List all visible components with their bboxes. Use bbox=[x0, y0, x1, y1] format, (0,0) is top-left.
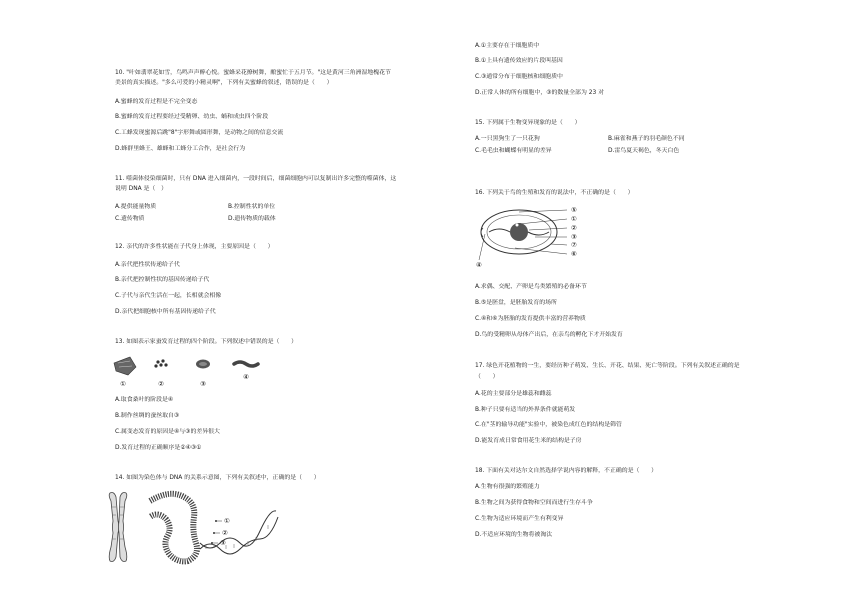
q17-option-c: C.在"茎的输导功能"实验中，被染色成红色的结构是筛管 bbox=[475, 422, 622, 428]
q11-stem-line2: 说明 DNA 是（ ） bbox=[115, 186, 168, 192]
fig16-label-4: ④ bbox=[476, 261, 482, 268]
dna-helix-drawing bbox=[200, 511, 278, 554]
fig16-label-5: ⑤ bbox=[571, 206, 577, 214]
fig16-label-6: ⑥ bbox=[571, 250, 577, 258]
q11-stem-line1: 11. 噬菌体侵染细菌时，只有 DNA 进入细菌内，一段时间后，细菌细胞内可以复制出许多完整的噬菌体，这 bbox=[115, 176, 397, 182]
q12-option-a: A.亲代把性状传递给子代 bbox=[115, 262, 180, 268]
fig13-label-2: ② bbox=[158, 380, 164, 388]
q11-option-a: A.提供能量物质 bbox=[115, 204, 157, 210]
q18-option-d: D.不适应环境的生物将被淘汰 bbox=[475, 532, 553, 538]
q11-option-c: C.遗传物质 bbox=[115, 216, 145, 222]
fig16-label-7: ⑦ bbox=[571, 241, 577, 249]
q14-option-c: C.③通常分布于细胞核和细胞质中 bbox=[475, 74, 563, 80]
q12-option-d: D.亲代把细胞核中所有基因传递给子代 bbox=[115, 309, 216, 315]
q17-option-d: D.能发育成日常食用花生米的结构是子房 bbox=[475, 438, 582, 444]
q14-stem: 14. 如图为染色体与 DNA 的关系示意图，下列有关叙述中，正确的是（ ） bbox=[115, 475, 320, 481]
bird-egg-structure-figure bbox=[475, 204, 585, 268]
cocoon-drawing bbox=[196, 360, 210, 369]
q16-option-a: A.求偶、交配、产卵是鸟类繁殖的必备环节 bbox=[475, 284, 587, 290]
fig16-label-1: ① bbox=[571, 215, 577, 223]
q15-option-a: A.一只黑狗生了一只花狗 bbox=[475, 136, 540, 142]
q10-option-b: B.蜜蜂的发育过程要经过受精卵、幼虫、蛹和成虫四个阶段 bbox=[115, 114, 269, 120]
fig13-label-3: ③ bbox=[200, 380, 206, 388]
q15-option-c: C.毛毛虫和蝴蝶有明显的差异 bbox=[475, 148, 552, 154]
q11-option-b: B.控制性状的单位 bbox=[228, 204, 276, 210]
q18-stem: 18. 下面有关对达尔文自然选择学说内容的解释，不正确的是（ ） bbox=[475, 468, 658, 474]
q13-option-c: C.属变态发育的原因是④与③的差异很大 bbox=[115, 429, 220, 435]
q10-option-c: C.工蜂发现蜜源后跳"8"字形舞或圆形舞，是动物之间的信息交流 bbox=[115, 130, 284, 136]
q10-option-d: D.蜂群里蜂王、雄蜂和工蜂分工合作，是社会行为 bbox=[115, 146, 246, 152]
fig14-label-2: ② bbox=[222, 529, 228, 537]
q15-option-b: B.麻雀和燕子的羽毛颜色不同 bbox=[608, 136, 685, 142]
fig14-label-1: ① bbox=[224, 517, 230, 525]
q14-option-d: D.正常人体的所有细胞中，③的数量全部为 23 对 bbox=[475, 90, 604, 96]
coiled-chromatin-drawing bbox=[150, 494, 197, 562]
q13-option-d: D.发育过程的正确顺序是②④③① bbox=[115, 445, 202, 451]
q13-option-b: B.制作丝绸的蚕丝取自③ bbox=[115, 413, 180, 419]
q18-option-b: B.生物之间为获得食物和空间而进行生存斗争 bbox=[475, 500, 593, 506]
q10-stem-line1: 10. "叶如翡翠花如雪，鸟鸣声声醉心悦。蜜蜂采花撩树舞，酿蜜忙于五月节。"这是黄河三角洲湿地槐花节 bbox=[115, 70, 391, 76]
q16-option-d: D.鸟的受精卵从母体产出后，在亲鸟的孵化下才开始发育 bbox=[475, 332, 623, 338]
fig13-label-4: ④ bbox=[243, 373, 249, 381]
q12-option-c: C.子代与亲代生活在一起，长相就会相像 bbox=[115, 293, 222, 299]
q17-stem-line2: （ ） bbox=[475, 374, 499, 380]
larva-drawing bbox=[234, 362, 258, 366]
q12-stem: 12. 亲代的许多性状能在子代身上体现，主要原因是（ ） bbox=[115, 244, 274, 250]
q10-option-a: A.蜜蜂的发育过程是不完全变态 bbox=[115, 99, 198, 105]
fig16-label-3: ③ bbox=[571, 233, 577, 241]
moth-drawing bbox=[114, 357, 136, 375]
egg-drawing bbox=[481, 210, 557, 254]
q13-option-a: A.取食桑叶的阶段是④ bbox=[115, 397, 174, 403]
q14-option-a: A.①主要存在于细胞质中 bbox=[475, 43, 540, 49]
q10-stem-line2: 美景的真实描述。"多么可爱的小精灵啊"，下列有关蜜蜂的叙述，错误的是（ ） bbox=[115, 80, 333, 86]
q17-option-a: A.花的主要部分是雄蕊和雌蕊 bbox=[475, 391, 552, 397]
fig16-label-2: ② bbox=[571, 224, 577, 232]
q18-option-a: A.生物有很强的繁殖能力 bbox=[475, 484, 540, 490]
q12-option-b: B.亲代把控制性状的基因传递给子代 bbox=[115, 277, 210, 283]
q15-stem: 15. 下列属于生物变异现象的是（ ） bbox=[475, 120, 581, 126]
fig14-label-3: ③ bbox=[220, 539, 226, 547]
q11-option-d: D.遗传物质的载体 bbox=[228, 216, 276, 222]
eggs-drawing bbox=[154, 359, 167, 367]
silkworm-stages-figure bbox=[110, 353, 260, 389]
q16-option-c: C.④和⑥为胚胎的发育提供丰富的营养物质 bbox=[475, 316, 586, 322]
chromosome-dna-figure bbox=[100, 487, 280, 567]
fig13-label-1: ① bbox=[120, 380, 126, 388]
q16-option-b: B.⑤是胚盘，是胚胎发育的场所 bbox=[475, 300, 557, 306]
q17-option-b: B.种子只要有适当的外界条件就能萌发 bbox=[475, 407, 576, 413]
q16-stem: 16. 下列关于鸟的生殖和发育的说法中，不正确的是（ ） bbox=[475, 190, 634, 196]
q17-stem-line1: 17. 绿色开花植物的一生，要经历种子萌发、生长、开花、结果、死亡等阶段。下列有关叙述正确的是 bbox=[475, 363, 740, 369]
chromosome-drawing bbox=[109, 493, 127, 562]
q13-stem: 13. 如图表示家蚕发育过程的四个阶段。下列叙述中错误的是（ ） bbox=[115, 339, 298, 345]
q14-option-b: B.①上具有遗传效应的片段叫基因 bbox=[475, 58, 563, 64]
q15-option-d: D.雷鸟夏天褐色，冬天白色 bbox=[608, 148, 680, 154]
q18-option-c: C.生物为适应环境而产生有利变异 bbox=[475, 516, 564, 522]
